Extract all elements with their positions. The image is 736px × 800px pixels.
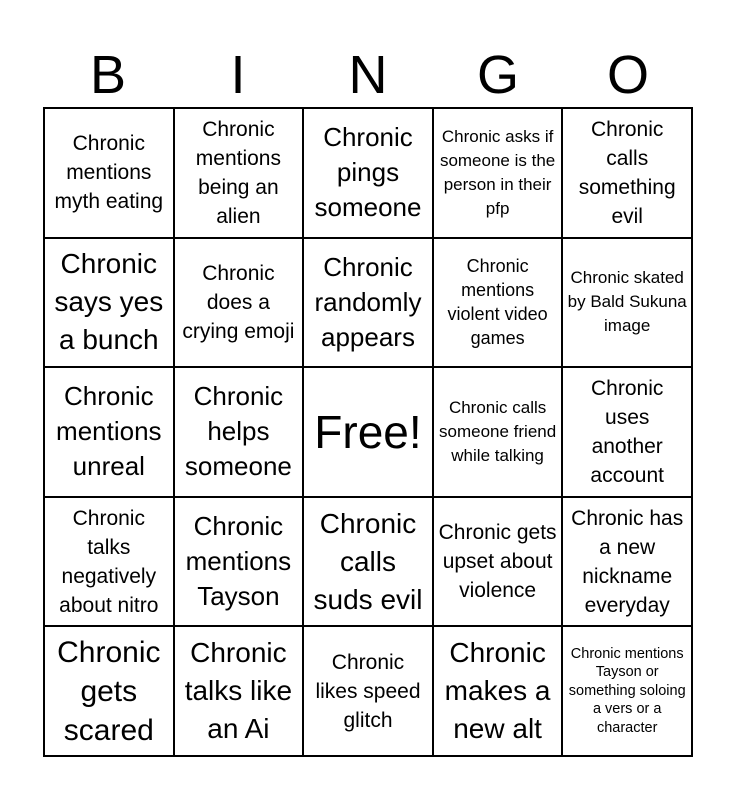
bingo-cell[interactable]	[562, 626, 692, 756]
bingo-cell[interactable]	[44, 367, 174, 497]
bingo-header	[43, 44, 693, 106]
cell-text: Chronic uses another account	[590, 376, 664, 487]
bingo-cell[interactable]	[562, 238, 692, 368]
header-letter-g: G	[476, 45, 519, 105]
cell-text: Chronic mentions unreal	[56, 381, 162, 482]
cell-text: Chronic randomly appears	[314, 251, 422, 352]
header-letter-i: I	[230, 45, 246, 105]
bingo-cell[interactable]	[44, 108, 174, 238]
cell-text: Chronic helps someone	[184, 381, 292, 482]
cell-text: Chronic talks negatively about nitro	[59, 506, 159, 617]
bingo-cell[interactable]	[174, 626, 304, 756]
bingo-cell[interactable]	[44, 238, 174, 368]
cell-text: Chronic makes a new alt	[444, 637, 551, 745]
bingo-cell[interactable]	[433, 497, 563, 627]
cell-text: Chronic calls something evil	[578, 117, 676, 228]
bingo-cell[interactable]	[303, 238, 433, 368]
bingo-cell[interactable]	[433, 626, 563, 756]
cell-text: Chronic gets upset about violence	[438, 521, 557, 603]
header-letter-b: B	[89, 45, 127, 105]
cell-text: Chronic mentions violent video games	[447, 256, 548, 349]
cell-text: Chronic calls someone friend while talking	[439, 397, 557, 465]
cell-text: Chronic mentions myth eating	[54, 132, 164, 214]
cell-text: Chronic pings someone	[314, 122, 422, 223]
header-letter-o: O	[606, 45, 649, 105]
cell-text: Chronic has a new nickname everyday	[571, 506, 684, 617]
bingo-cell[interactable]	[44, 497, 174, 627]
cell-text: Chronic talks like an Ai	[184, 637, 293, 745]
cell-text: Chronic mentions Tayson or something soloing a vers or a character	[568, 645, 686, 736]
free-cell[interactable]	[303, 367, 433, 497]
bingo-cell[interactable]	[44, 626, 174, 756]
bingo-cell[interactable]	[303, 108, 433, 238]
bingo-cell[interactable]	[433, 108, 563, 238]
bingo-cell[interactable]	[433, 238, 563, 368]
bingo-cell[interactable]	[174, 497, 304, 627]
cell-text: Chronic does a crying emoji	[182, 261, 295, 343]
free-text: Free!	[314, 405, 422, 458]
cell-text: Chronic gets scared	[57, 635, 161, 747]
cell-text: Chronic mentions Tayson	[185, 511, 292, 612]
header-letter-n: N	[348, 45, 388, 105]
bingo-cell[interactable]	[303, 497, 433, 627]
cell-text: Chronic says yes a bunch	[54, 248, 164, 356]
bingo-cell[interactable]	[303, 626, 433, 756]
bingo-cell[interactable]	[174, 108, 304, 238]
cell-text: Chronic calls suds evil	[313, 507, 423, 615]
bingo-cell[interactable]	[562, 108, 692, 238]
bingo-cell[interactable]	[433, 367, 563, 497]
bingo-cell[interactable]	[562, 367, 692, 497]
bingo-cell[interactable]	[174, 238, 304, 368]
bingo-board	[43, 107, 693, 757]
cell-text: Chronic mentions being an alien	[195, 117, 281, 228]
bingo-cell[interactable]	[174, 367, 304, 497]
cell-text: Chronic asks if someone is the person in their pfp	[439, 126, 556, 218]
cell-text: Chronic likes speed glitch	[315, 650, 421, 732]
bingo-cell[interactable]	[562, 497, 692, 627]
cell-text: Chronic skated by Bald Sukuna image	[567, 268, 687, 336]
